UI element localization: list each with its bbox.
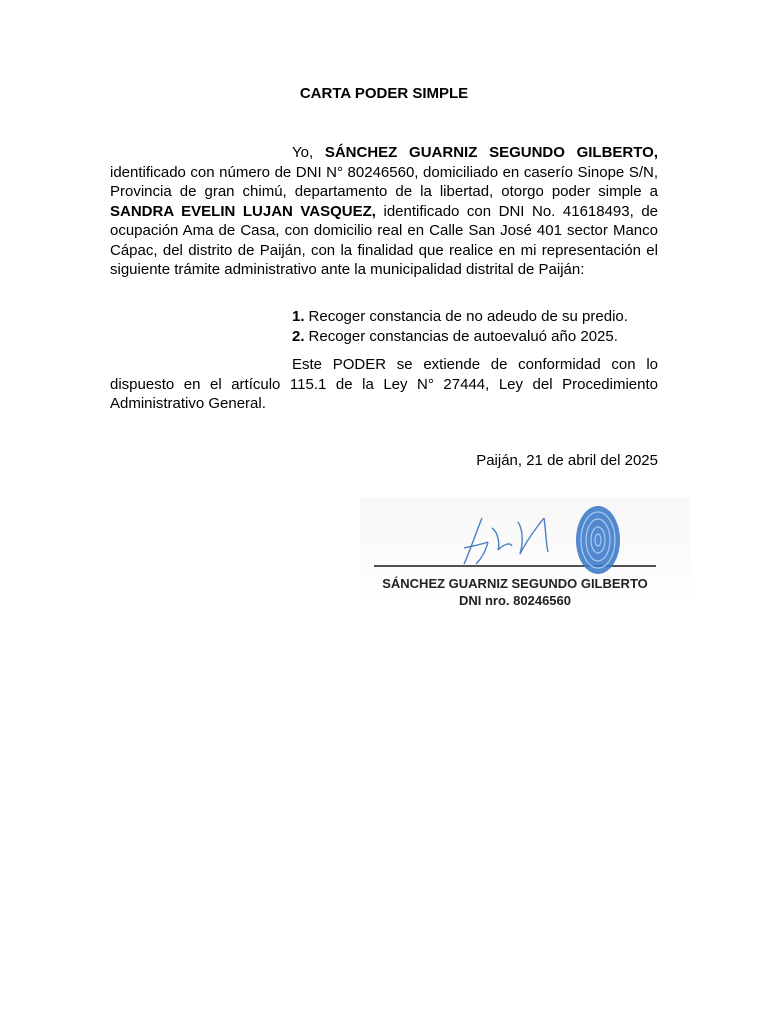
yo-text: Yo, (292, 144, 325, 161)
legal-paragraph (110, 355, 658, 414)
list-number: 1. (292, 308, 305, 325)
list-item (292, 307, 628, 327)
grantor-name: SÁNCHEZ GUARNIZ SEGUNDO GILBERTO, (324, 144, 658, 161)
legal-text: Este PODER se extiende de conformidad con lo dispuesto en el artículo 115.1 de la Ley N° 27444, Ley del Procedimiento Administrativo General. (110, 356, 658, 412)
list-text: Recoger constancia de no adeudo de su predio. (308, 308, 628, 325)
grant-text-a: identificado con número de DNI N° 80246560, domiciliado en caserío Sinope S/N, Provincia de gran chimú, departamento de la libertad, otorgo poder simple a (110, 163, 658, 200)
signature-scribble (464, 518, 548, 564)
thumbprint-icon (576, 506, 620, 574)
agent-name: SANDRA EVELIN LUJAN VASQUEZ, (110, 202, 376, 220)
date-line: Paiján, 21 de abril del 2025 (476, 452, 658, 469)
signer-name: SÁNCHEZ GUARNIZ SEGUNDO GILBERTO (382, 576, 648, 591)
task-list (292, 307, 628, 347)
signature-block (360, 498, 690, 606)
signer-dni: DNI nro. 80246560 (458, 593, 571, 608)
document-title: CARTA PODER SIMPLE (299, 85, 469, 102)
list-number: 2. (292, 328, 305, 345)
grant-paragraph (110, 143, 658, 280)
grant-text-b: identificado con DNI No. 41618493, de ocupación Ama de Casa, con domicilio real en Calle San José 401 sector Manco Cápac, del distrito de Paiján, con la finalidad que realice en mi representación el siguiente trámite administrativo ante la municipalidad distrital de Paiján: (110, 202, 659, 278)
list-item (292, 327, 628, 347)
list-text: Recoger constancias de autoevaluó año 2025. (308, 328, 618, 345)
